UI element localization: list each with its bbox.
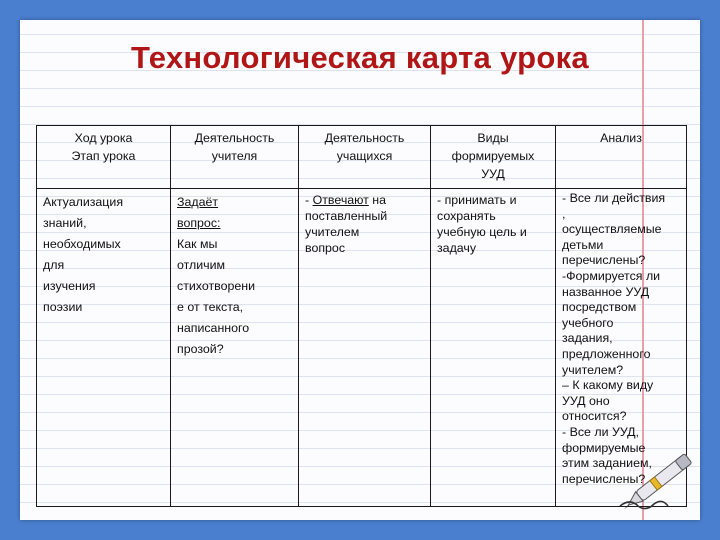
table-row: [37, 189, 687, 507]
pen-icon: [612, 440, 712, 520]
cell-uud: - принимать и сохранять учебную цель и задачу: [431, 189, 556, 507]
header-teacher: Деятельность учителя: [171, 126, 299, 189]
header-uud: Виды формируемых УУД: [431, 126, 556, 189]
page-title: Технологическая карта урока: [131, 40, 589, 75]
cell-students: - Отвечают на поставленный учителем вопрос: [299, 189, 431, 507]
header-students: Деятельность учащихся: [299, 126, 431, 189]
cell-analysis: - Все ли действия , осуществляемые детьми перечислены? -Формируется ли названное УУД посредством учебного задания, предложенного учителем? – К какому виду УУД оно относится? - Все ли УУД, формируемые этим заданием, перечислены?: [556, 189, 687, 507]
header-row: [37, 126, 687, 189]
cell-stage: Актуализация знаний, необходимых для изучения поэзии: [37, 189, 171, 507]
lesson-map-table: [36, 125, 687, 507]
header-stage: Ход урока Этап урока: [37, 126, 171, 189]
cell-teacher: Задаёт вопрос: Как мы отличим стихотворени е от текста, написанного прозой?: [171, 189, 299, 507]
header-analysis: Анализ: [556, 126, 687, 189]
